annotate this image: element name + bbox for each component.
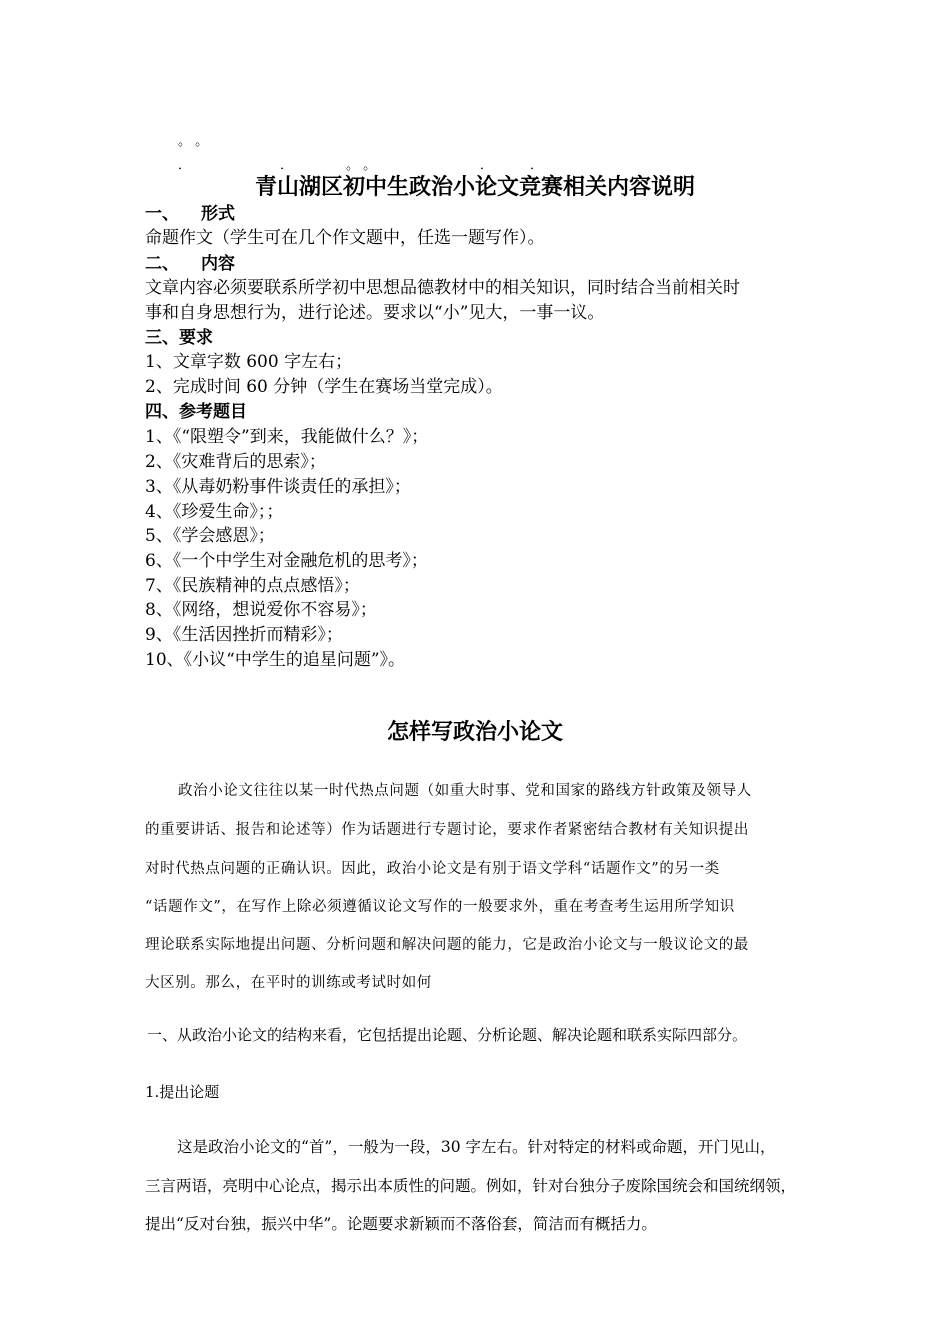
- section-heading-requirements: 三、要求: [145, 328, 213, 348]
- section-label: 内容: [201, 254, 235, 274]
- stray-mark: ．: [530, 158, 544, 173]
- stray-marks-row1: 。 。: [178, 134, 209, 149]
- form-text: 命题作文（学生可在几个作文题中，任选一题写作）。: [145, 228, 545, 248]
- intro-line: “话题作文”，在写作上除必须遵循议论文写作的一般要求外，重在考查考生运用所学知识: [145, 899, 735, 915]
- stray-mark: ．: [480, 158, 494, 173]
- topic-item: 9、《生活因挫折而精彩》；: [145, 625, 343, 645]
- section-number: 二、: [145, 254, 179, 274]
- requirement-item: 2、完成时间 60 分钟（学生在赛场当堂完成）。: [145, 377, 503, 397]
- body-line: 三言两语，亮明中心论点，揭示出本质性的问题。例如，针对台独分子废除国统会和国统纲领，: [145, 1177, 797, 1195]
- topic-item: 7、《民族精神的点点感悟》；: [145, 576, 360, 596]
- body-line: 这是政治小论文的“首”，一般为一段，30 字左右。针对特定的材料或命题，开门见山，: [177, 1138, 776, 1156]
- intro-line: 理论联系实际地提出问题、分析问题和解决问题的能力，它是政治小论文与一般议论文的最: [145, 937, 749, 953]
- topic-item: 4、《珍爱生命》；；: [145, 502, 284, 522]
- section-heading-content: [145, 253, 235, 275]
- topic-item: 1、《“限塑令”到来，我能做什么？》；: [145, 427, 429, 447]
- intro-line: 对时代热点问题的正确认识。因此，政治小论文是有别于语文学科“话题作文”的另一类: [145, 861, 720, 877]
- sub-heading: 1.提出论题: [145, 1083, 220, 1101]
- topic-item: 2、《灾难背后的思索》；: [145, 452, 326, 472]
- topic-item: 3、《从毒奶粉事件谈责任的承担》；: [145, 477, 411, 497]
- content-line: 事和自身思想行为，进行论述。要求以“小”见大，一事一议。: [145, 303, 605, 323]
- section-heading-form: [145, 203, 235, 225]
- topic-item: 6、《一个中学生对金融危机的思考》；: [145, 551, 428, 571]
- topic-item: 8、《网络，想说爱你不容易》；: [145, 600, 377, 620]
- stray-mark: 。 。: [346, 158, 377, 173]
- section-heading-topics: 四、参考题目: [145, 402, 247, 422]
- intro-line: 的重要讲话、报告和论述等）作为话题进行专题讨论，要求作者紧密结合教材有关知识提出: [145, 822, 749, 838]
- section-title: 怎样写政治小论文: [386, 719, 563, 745]
- requirement-item: 1、文章字数 600 字左右；: [145, 352, 353, 372]
- content-line: 文章内容必须要联系所学初中思想品德教材中的相关知识，同时结合当前相关时: [145, 278, 740, 298]
- section-label: 形式: [201, 204, 235, 224]
- stray-mark: ．: [178, 158, 192, 173]
- structure-line: 一、从政治小论文的结构来看，它包括提出论题、分析论题、解决论题和联系实际四部分。: [147, 1026, 748, 1044]
- intro-line: 大区别。那么，在平时的训练或考试时如何: [145, 975, 432, 991]
- stray-mark: ．: [280, 158, 294, 173]
- intro-line: 政治小论文往往以某一时代热点问题（如重大时事、党和国家的路线方针政策及领导人: [178, 783, 752, 799]
- page-title: 青山湖区初中生政治小论文竞赛相关内容说明: [254, 174, 695, 200]
- topic-item: 5、《学会感恩》；: [145, 526, 275, 546]
- topic-item: 10、《小议“中学生的追星问题”》。: [145, 650, 406, 670]
- section-number: 一、: [145, 204, 179, 224]
- body-line: 提出“反对台独，振兴中华”。论题要求新颖而不落俗套，简洁而有概括力。: [145, 1215, 657, 1233]
